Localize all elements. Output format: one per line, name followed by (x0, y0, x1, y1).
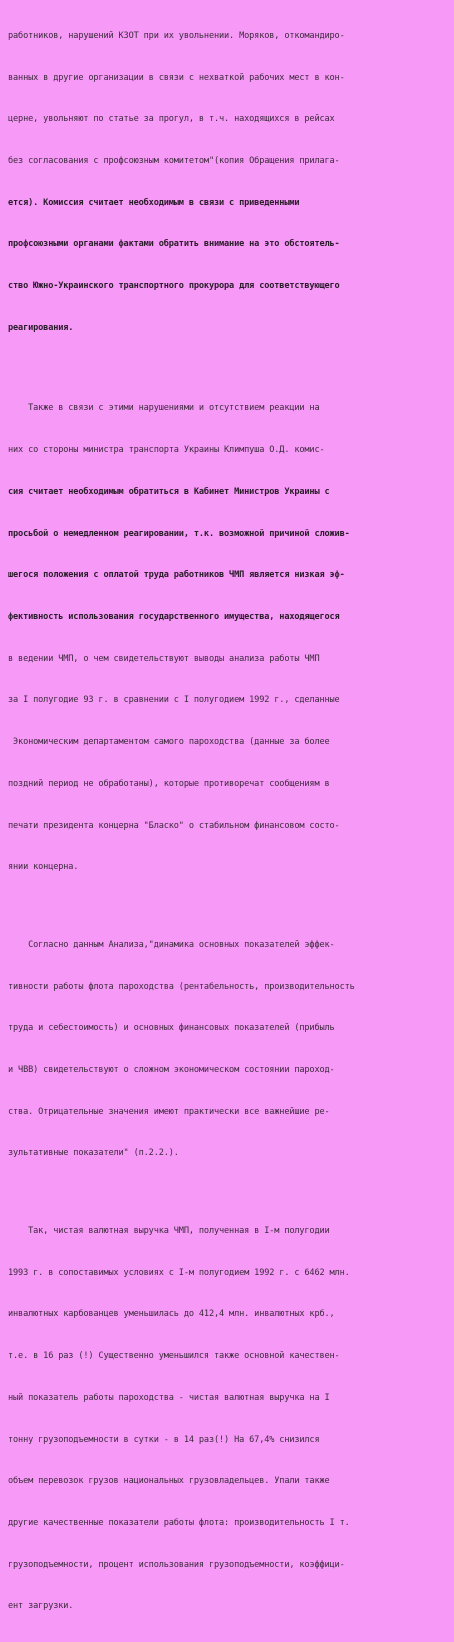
text-line: грузоподъемности, процент использования грузоподъемности, коэффици- (8, 1559, 345, 1570)
text-line: сия считает необходимым обратиться в Кабинет Министров Украины с (8, 486, 330, 497)
text-line: без согласования с профсоюзным комитетом"(копия Обращения прилага- (8, 155, 340, 166)
text-line: Также в связи с этими нарушениями и отсутствием реакции на (8, 403, 320, 414)
text-line: тивности работы флота пароходства (рентабельность, производительность (8, 981, 355, 992)
text-line: них со стороны министра транспорта Украины Климпуша О.Д. комис- (8, 445, 325, 456)
text-line: работников, нарушений КЗОТ при их увольнении. Моряков, откомандиро- (8, 30, 345, 41)
paragraph-2 (8, 375, 448, 903)
paragraph-gap (8, 364, 448, 375)
text-line: ный показатель работы пароходства - чистая валютная выручка на I (8, 1392, 330, 1403)
text-line: фективность использования государственного имущества, находящегося (8, 611, 340, 622)
text-line: просьбой о немедленном реагировании, т.к. возможной причиной сложив- (8, 528, 350, 539)
paragraph-3 (8, 911, 448, 1189)
text-line: поздний период не обработаны), которые противоречат сообщениям в (8, 778, 330, 789)
text-line: шегося положения с оплатой труда работников ЧМП является низкая эф- (8, 570, 345, 581)
text-line: церне, увольняют по статье за прогул, в т.ч. находящихся в рейсах (8, 114, 335, 125)
text-line: ванных в другие организации в связи с нехваткой рабочих мест в кон- (8, 72, 345, 83)
text-line: печати президента концерна "Бласко" о стабильном финансовом состо- (8, 820, 340, 831)
text-line: профсоюзными органами фактами обратить внимание на это обстоятель- (8, 239, 340, 250)
text-line: за I полугодие 93 г. в сравнении с I полугодием 1992 г., сделанные (8, 695, 340, 706)
text-line: Так, чистая валютная выручка ЧМП, полученная в I-м полугодии (8, 1225, 330, 1236)
text-line: Экономическим департаментом самого пароходства (данные за более (8, 737, 330, 748)
text-line: труда и себестоимость) и основных финансовых показателей (прибыль (8, 1023, 335, 1034)
text-line: ется). Комиссия считает необходимым в связи с приведенными (8, 197, 300, 208)
text-line: и ЧВВ) свидетельствуют о сложном экономическом состоянии пароход- (8, 1064, 335, 1075)
text-line: ент загрузки. (8, 1601, 74, 1612)
text-line: тонну грузоподъемности в сутки - в 14 раз(!) На 67,4% снизился (8, 1434, 320, 1445)
text-line: инвалютных карбованцев уменьшилась до 412,4 млн. инвалютных крб., (8, 1309, 335, 1320)
paragraph-gap (8, 1189, 448, 1197)
paragraph-1 (8, 2, 448, 364)
text-line: реагирования. (8, 322, 74, 333)
text-line: объем перевозок грузов национальных грузовладельцев. Упали также (8, 1476, 330, 1487)
text-line: ство Южно-Украинского транспортного прокурора для соответствующего (8, 281, 340, 292)
text-line: другие качественные показатели работы флота: производительность I т. (8, 1517, 350, 1528)
text-line: т.е. в 16 раз (!) Существенно уменьшился также основной качествен- (8, 1351, 340, 1362)
text-line: в ведении ЧМП, о чем свидетельствуют выводы анализа работы ЧМП (8, 653, 320, 664)
text-line: Согласно данным Анализа,"динамика основных показателей эффек- (8, 939, 335, 950)
text-line: ства. Отрицательные значения имеют практически все важнейшие ре- (8, 1106, 330, 1117)
paragraph-gap (8, 903, 448, 911)
text-line: зультативные показатели" (п.2.2.). (8, 1148, 179, 1159)
text-line: 1993 г. в сопоставимых условиях с I-м полугодием 1992 г. с 6462 млн. (8, 1267, 350, 1278)
text-line: янии концерна. (8, 862, 79, 873)
paragraph-4 (8, 1197, 448, 1642)
